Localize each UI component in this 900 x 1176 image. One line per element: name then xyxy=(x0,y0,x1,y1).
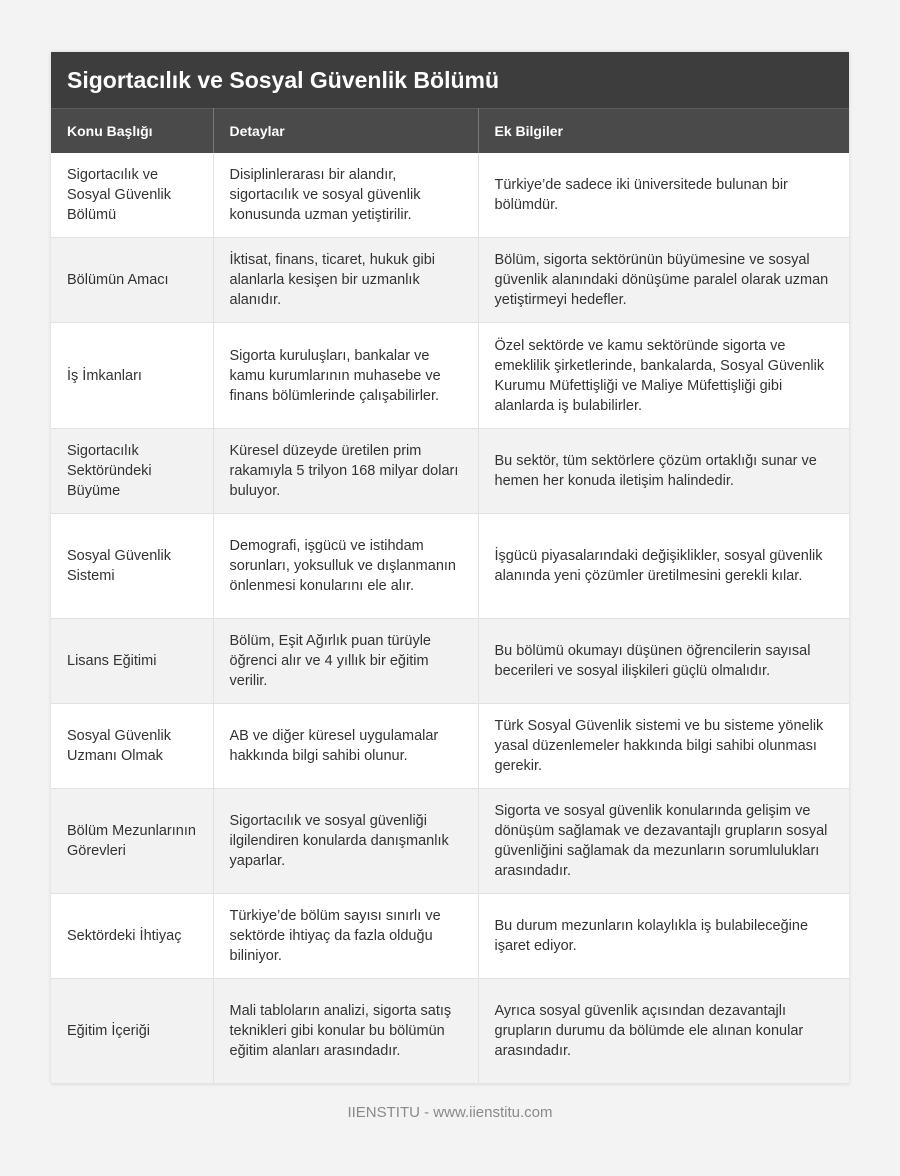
cell-extra-info: Özel sektörde ve kamu sektöründe sigorta ve emeklilik şirketlerinde, bankalarda, Sosyal Güvenlik Kurumu Müfettişliği ve Maliye Müfettişliği gibi alanlarda iş bulabilirler. xyxy=(478,323,849,429)
page-title: Sigortacılık ve Sosyal Güvenlik Bölümü xyxy=(51,52,849,108)
cell-extra-info: Bu bölümü okumayı düşünen öğrencilerin sayısal becerileri ve sosyal ilişkileri güçlü olmalıdır. xyxy=(478,619,849,704)
table-row xyxy=(51,429,849,514)
cell-topic: Lisans Eğitimi xyxy=(51,619,213,704)
table-row xyxy=(51,514,849,619)
table-row xyxy=(51,894,849,979)
table-row xyxy=(51,619,849,704)
cell-topic: Bölümün Amacı xyxy=(51,238,213,323)
cell-topic: Sektördeki İhtiyaç xyxy=(51,894,213,979)
cell-extra-info: Sigorta ve sosyal güvenlik konularında gelişim ve dönüşüm sağlamak ve dezavantajlı grupların sosyal güvenliğini sağlamak da mezunların sorumlulukları arasındadır. xyxy=(478,789,849,894)
column-header-details: Detaylar xyxy=(213,109,478,153)
table-row xyxy=(51,238,849,323)
table-row xyxy=(51,704,849,789)
cell-extra-info: İşgücü piyasalarındaki değişiklikler, sosyal güvenlik alanında yeni çözümler üretilmesini gerekli kılar. xyxy=(478,514,849,619)
cell-details: Mali tabloların analizi, sigorta satış teknikleri gibi konular bu bölümün eğitim alanları arasındadır. xyxy=(213,979,478,1084)
footer-credit: IIENSTITU - www.iienstitu.com xyxy=(347,1104,553,1121)
cell-details: Demografi, işgücü ve istihdam sorunları, yoksulluk ve dışlanmanın önlenmesi konularını ele alır. xyxy=(213,514,478,619)
cell-details: Sigortacılık ve sosyal güvenliği ilgilendiren konularda danışmanlık yaparlar. xyxy=(213,789,478,894)
cell-topic: İş İmkanları xyxy=(51,323,213,429)
cell-extra-info: Türkiye’de sadece iki üniversitede bulunan bir bölümdür. xyxy=(478,153,849,238)
cell-topic: Eğitim İçeriği xyxy=(51,979,213,1084)
table-row xyxy=(51,153,849,238)
column-header-topic: Konu Başlığı xyxy=(51,109,213,153)
cell-extra-info: Türk Sosyal Güvenlik sistemi ve bu sisteme yönelik yasal düzenlemeler hakkında bilgi sahibi olunması gerekir. xyxy=(478,704,849,789)
cell-details: İktisat, finans, ticaret, hukuk gibi alanlarla kesişen bir uzmanlık alanıdır. xyxy=(213,238,478,323)
cell-extra-info: Bu sektör, tüm sektörlere çözüm ortaklığı sunar ve hemen her konuda iletişim halindedir. xyxy=(478,429,849,514)
column-header-extra-info: Ek Bilgiler xyxy=(478,109,849,153)
cell-topic: Sigortacılık ve Sosyal Güvenlik Bölümü xyxy=(51,153,213,238)
cell-details: Küresel düzeyde üretilen prim rakamıyla 5 trilyon 168 milyar doları buluyor. xyxy=(213,429,478,514)
cell-topic: Bölüm Mezunlarının Görevleri xyxy=(51,789,213,894)
cell-topic: Sigortacılık Sektöründeki Büyüme xyxy=(51,429,213,514)
cell-details: Sigorta kuruluşları, bankalar ve kamu kurumlarının muhasebe ve finans bölümlerinde çalışabilirler. xyxy=(213,323,478,429)
info-table xyxy=(51,108,849,1084)
cell-extra-info: Bu durum mezunların kolaylıkla iş bulabileceğine işaret ediyor. xyxy=(478,894,849,979)
table-row xyxy=(51,979,849,1084)
table-header-row xyxy=(51,109,849,153)
cell-details: AB ve diğer küresel uygulamalar hakkında bilgi sahibi olunur. xyxy=(213,704,478,789)
cell-details: Bölüm, Eşit Ağırlık puan türüyle öğrenci alır ve 4 yıllık bir eğitim verilir. xyxy=(213,619,478,704)
cell-details: Türkiye’de bölüm sayısı sınırlı ve sektörde ihtiyaç da fazla olduğu biliniyor. xyxy=(213,894,478,979)
cell-topic: Sosyal Güvenlik Sistemi xyxy=(51,514,213,619)
table-row xyxy=(51,789,849,894)
table-row xyxy=(51,323,849,429)
cell-details: Disiplinlerarası bir alandır, sigortacılık ve sosyal güvenlik konusunda uzman yetiştirilir. xyxy=(213,153,478,238)
cell-topic: Sosyal Güvenlik Uzmanı Olmak xyxy=(51,704,213,789)
content-card xyxy=(51,52,849,1084)
cell-extra-info: Ayrıca sosyal güvenlik açısından dezavantajlı grupların durumu da bölümde ele alınan konular arasındadır. xyxy=(478,979,849,1084)
cell-extra-info: Bölüm, sigorta sektörünün büyümesine ve sosyal güvenlik alanındaki dönüşüme paralel olarak uzman yetiştirmeyi hedefler. xyxy=(478,238,849,323)
